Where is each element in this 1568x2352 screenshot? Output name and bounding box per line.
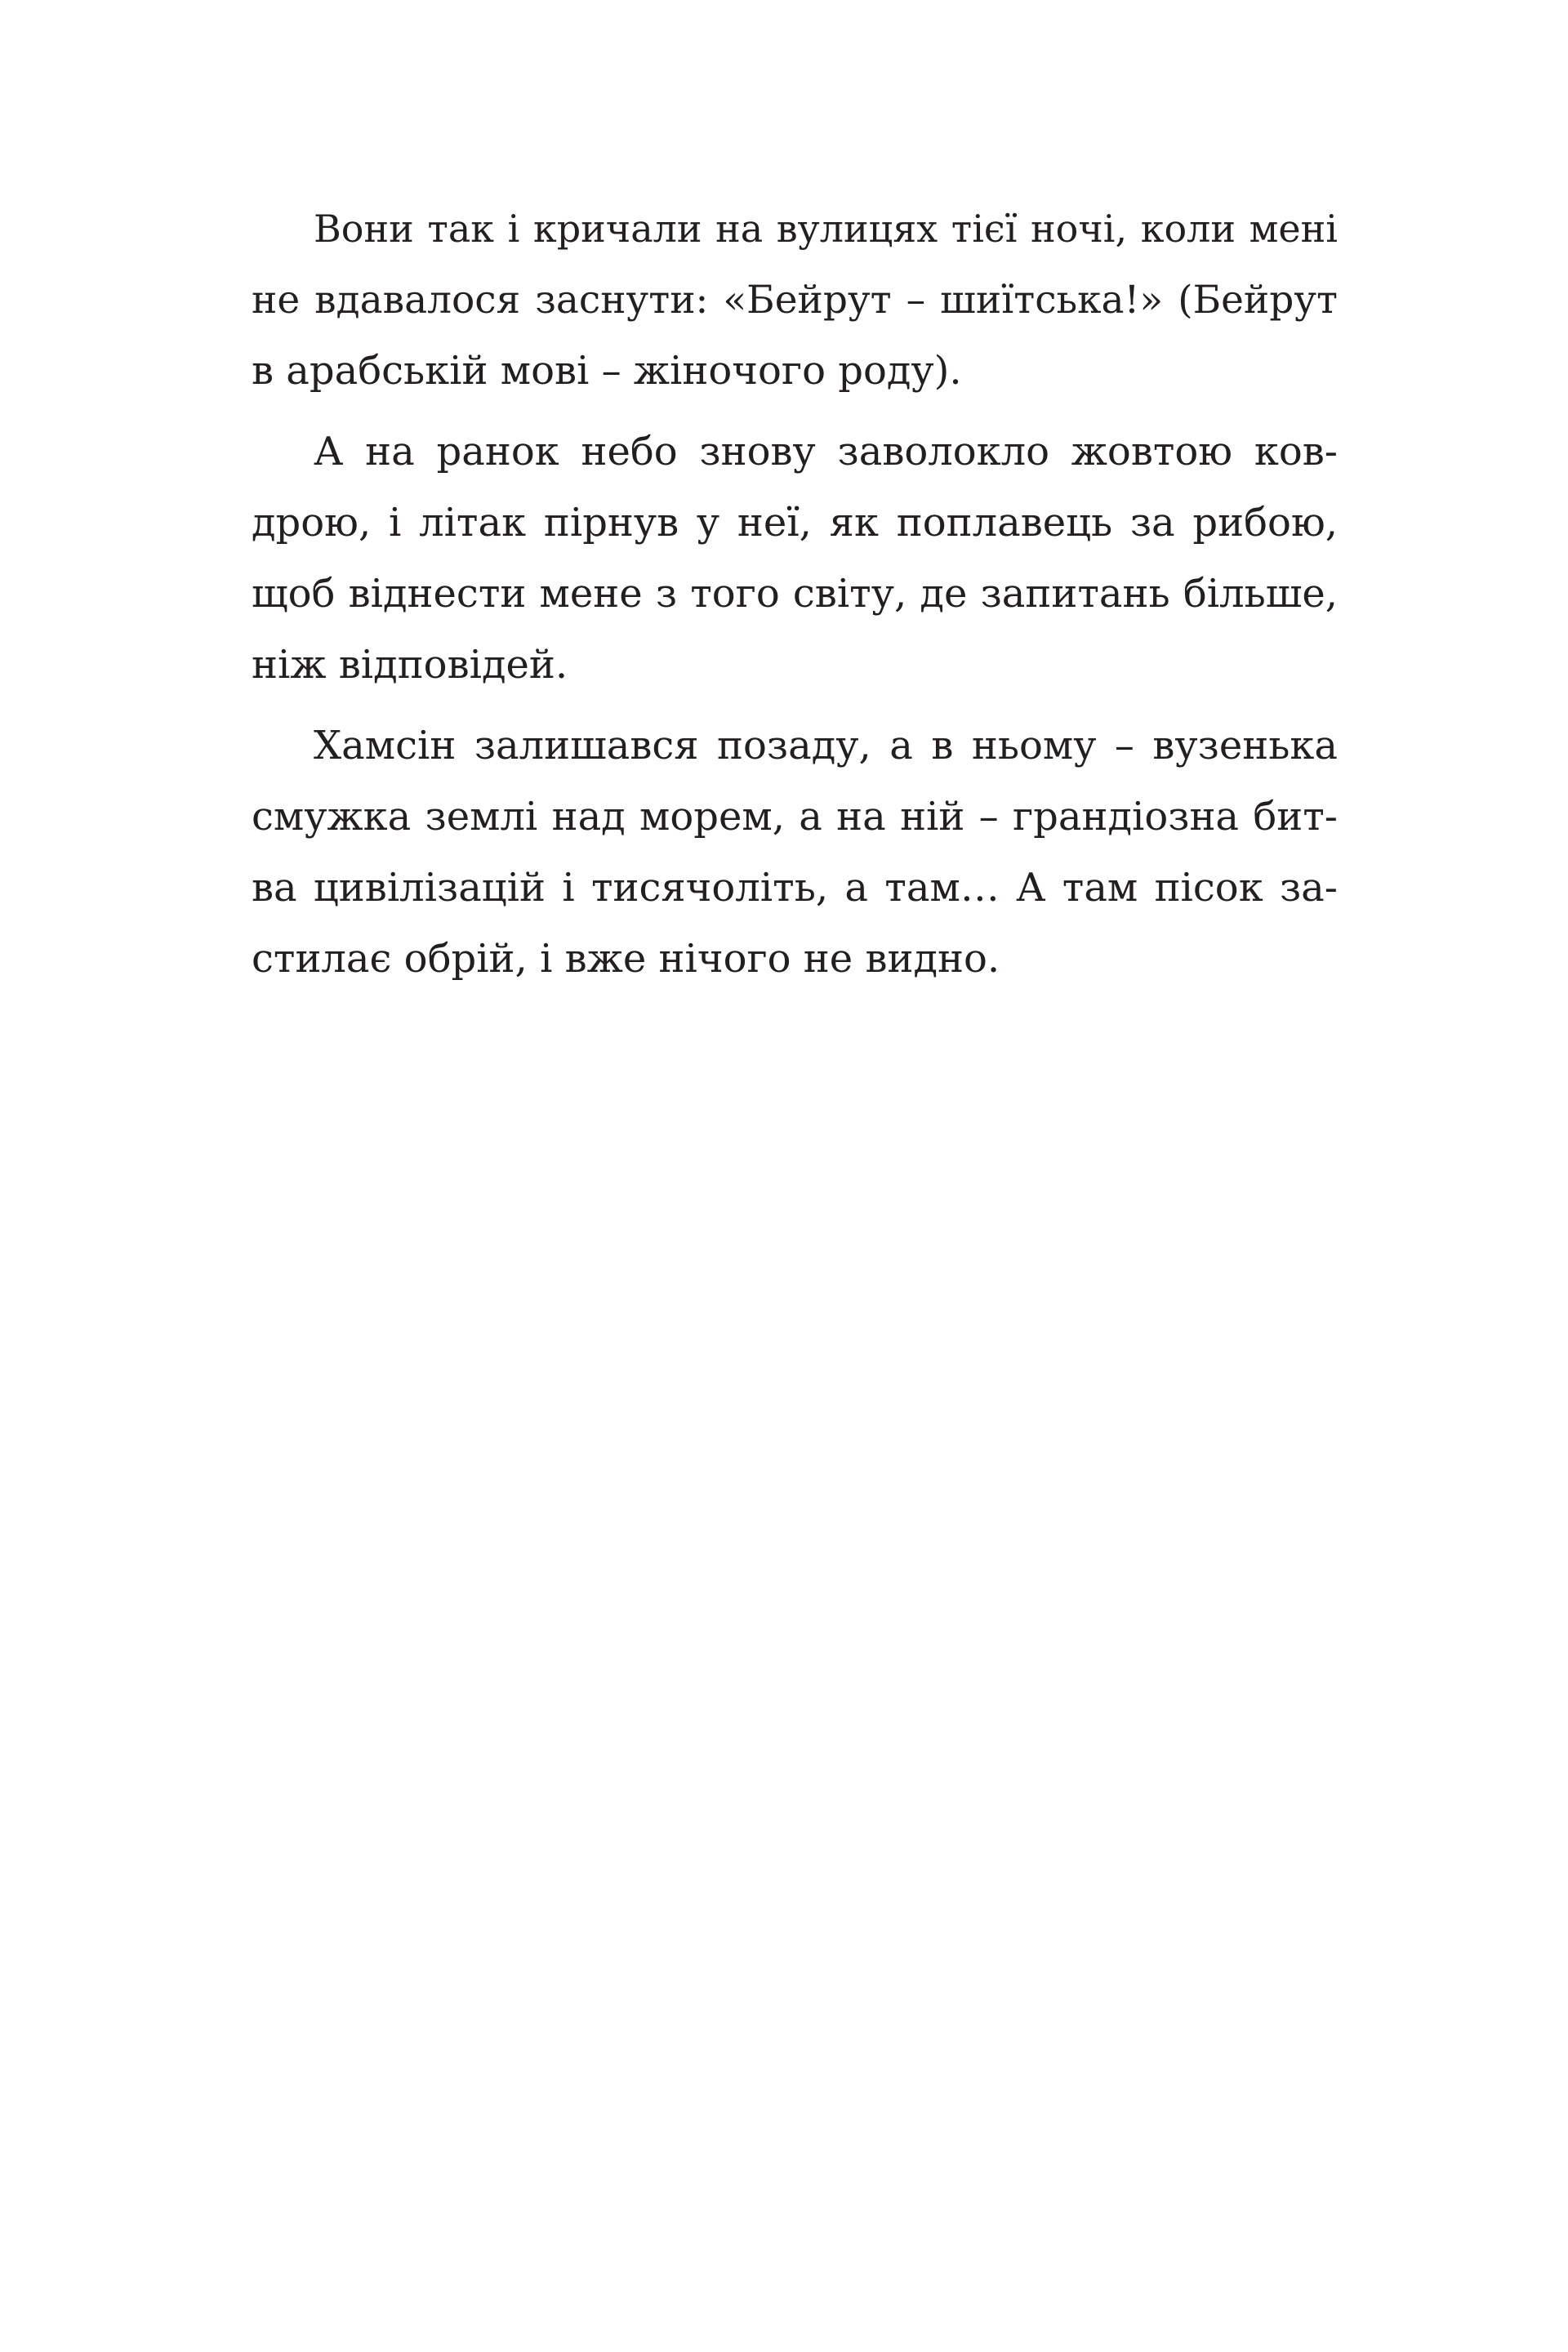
text-line: щоб віднести мене з того світу, де запитань більше, — [252, 571, 1338, 617]
text-line: дрою, і літак пірнув у неї, як поплавець за рибою, — [252, 500, 1338, 546]
paragraph — [252, 710, 1338, 995]
text-line: А на ранок небо знову заволокло жовтою ков- — [314, 429, 1338, 474]
paragraph — [252, 194, 1338, 407]
text-line: в арабській мові – жіночого роду). — [252, 348, 962, 394]
text-line: ва цивілізацій і тисячоліть, а там… А там пісок за- — [252, 865, 1338, 911]
body-text — [252, 194, 1338, 1004]
text-line: ніж відповідей. — [252, 642, 568, 688]
text-line: стилає обрій, і вже нічого не видно. — [252, 936, 1000, 982]
paragraph — [252, 416, 1338, 701]
text-line: Хамсін залишався позаду, а в ньому – вузенька — [314, 723, 1338, 768]
text-line: не вдавалося заснути: «Бейрут – шиїтська!» (Бейрут — [252, 278, 1338, 323]
text-line: Вони так і кричали на вулицях тієї ночі, коли мені — [314, 207, 1338, 251]
text-line: смужка землі над морем, а на ній – грандіозна бит- — [252, 794, 1338, 840]
